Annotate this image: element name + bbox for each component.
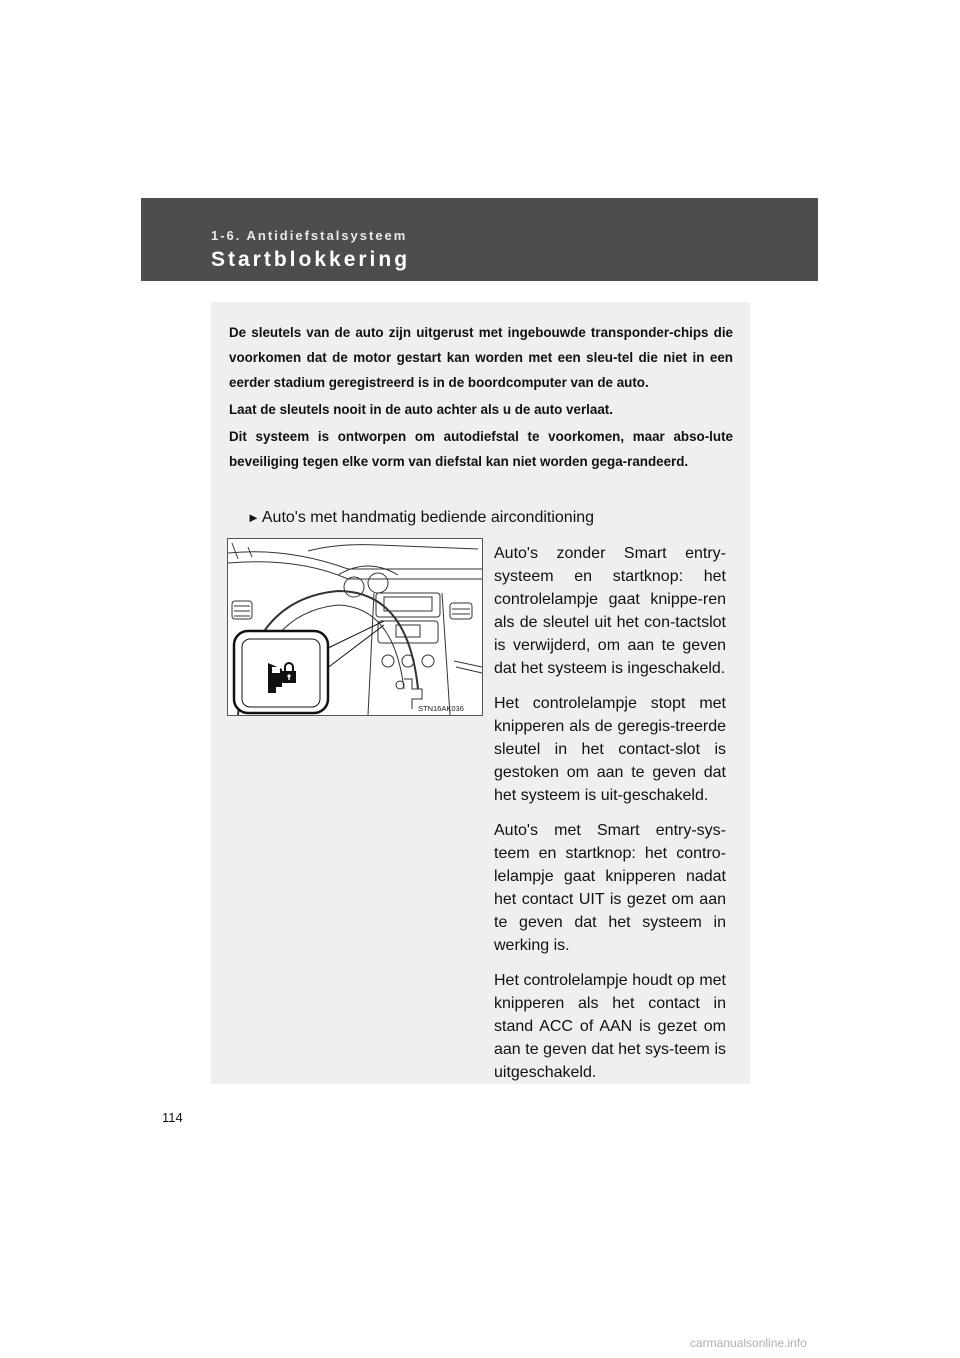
subsection-heading — [247, 507, 594, 529]
description-paragraph: Auto's zonder Smart entry-systeem en startknop: het controlelampje gaat knippe-ren als de sleutel uit het con-tactslot is verwijderd, om aan te geven dat het systeem is ingeschakeld. — [494, 545, 726, 677]
description-paragraph: Het controlelampje houdt op met knipperen als het contact in stand ACC of AAN is gezet om aan te geven dat het sys-teem is uitgeschakeld. — [494, 972, 726, 1081]
watermark: carmanualsonline.info — [690, 1336, 807, 1350]
intro-paragraph: De sleutels van de auto zijn uitgerust met ingebouwde transponder-chips die voorkomen dat de motor gestart kan worden met een sleu-tel die niet in een eerder stadium geregistreerd is in de boordcomputer van de auto. — [229, 325, 733, 390]
intro-paragraph: Dit systeem is ontworpen om autodiefstal te voorkomen, maar abso-lute beveiliging tegen elke vorm van diefstal kan niet worden gega-randeerd. — [229, 429, 733, 469]
description-paragraph: Het controlelampje stopt met knipperen als de geregis-treerde sleutel in het contact-slot is gestoken om aan te geven dat het systeem is uit-geschakeld. — [494, 695, 726, 804]
intro-text — [229, 320, 733, 474]
dashboard-illustration — [227, 538, 483, 716]
header-band — [141, 198, 818, 281]
section-label: 1-6. Antidiefstalsysteem — [211, 228, 408, 243]
description-text — [494, 542, 726, 1096]
triangle-bullet-icon: ► — [247, 510, 260, 525]
subsection-title: Auto's met handmatig bediende airconditioning — [261, 509, 595, 526]
page-number: 114 — [162, 1110, 183, 1125]
dashboard-drawing — [228, 539, 482, 715]
description-paragraph: Auto's met Smart entry-sys-teem en startknop: het contro-lelampje gaat knipperen nadat het contact UIT is gezet om aan te geven dat het systeem in werking is. — [494, 822, 726, 954]
figure-code: STN16AK036 — [418, 704, 464, 713]
intro-paragraph: Laat de sleutels nooit in de auto achter als u de auto verlaat. — [229, 402, 613, 417]
content-box — [211, 302, 750, 1084]
page-title: Startblokkering — [211, 248, 411, 271]
